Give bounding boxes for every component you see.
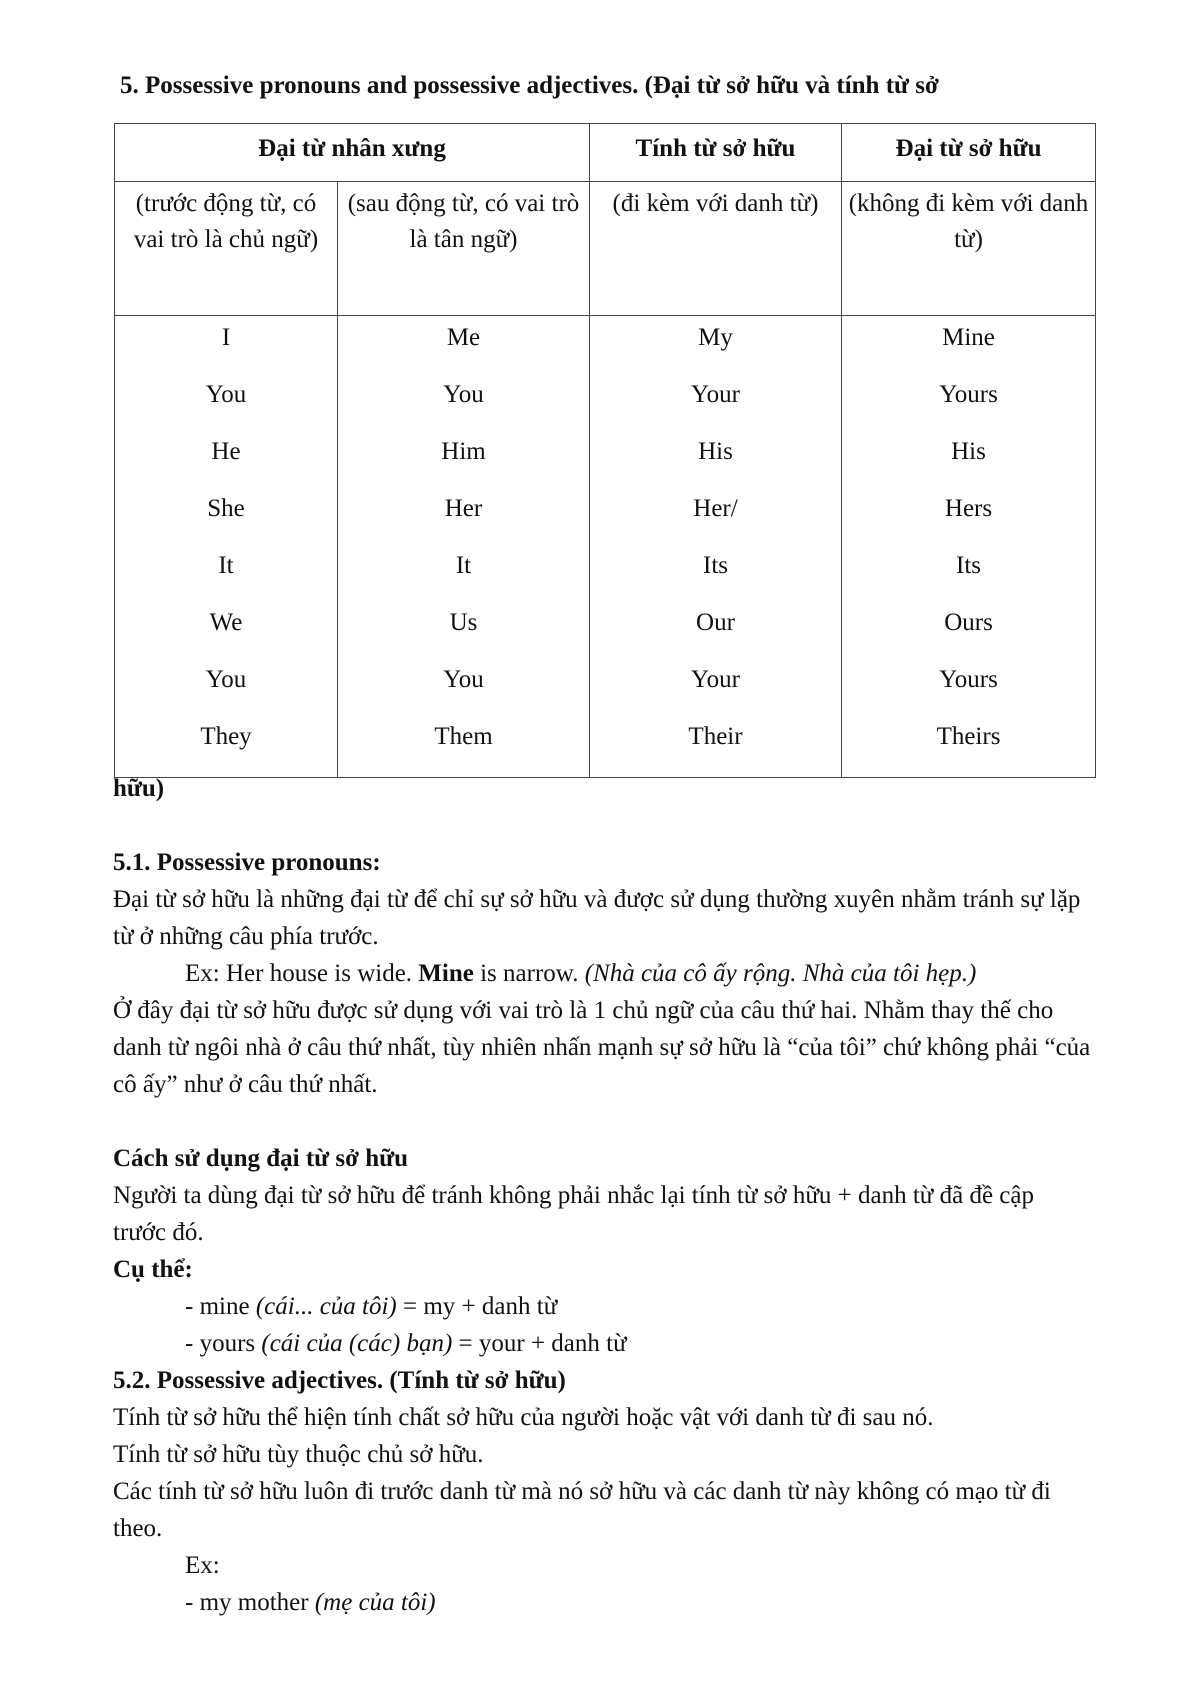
table-cell: Her [444,495,483,522]
subheader-subject: (trước động từ, có vai trò là chủ ngữ) [115,182,338,316]
section-heading: 5. Possessive pronouns and possessive adjectives. (Đại từ sở hữu và tính từ sở [120,72,939,99]
section-5-2-paragraph-2: Tính từ sở hữu tùy thuộc chủ sở hữu. [113,1441,484,1468]
table-cell: His [698,438,733,465]
table-cell: Them [434,723,493,750]
table-subheader-row [115,182,1096,316]
usage-item-yours: - yours (cái của (các) bạn) = your + danh từ [185,1330,627,1357]
subheader-with-noun: (đi kèm với danh từ) [590,182,842,316]
table-cell: Your [691,666,740,693]
table-cell: Her/ [693,495,738,522]
possessive-adjective-column [590,316,842,778]
object-pronoun-column [338,316,590,778]
table-cell: Theirs [936,723,1001,750]
usage-paragraph: Người ta dùng đại từ sở hữu để tránh không phải nhắc lại tính từ sở hữu + danh từ đã đề cập trước đó. [113,1182,1034,1246]
table-cell: He [211,438,241,465]
table-cell: You [443,381,484,408]
subheader-without-noun: (không đi kèm với danh từ) [842,182,1096,316]
table-cell: Ours [944,609,993,636]
table-cell: Their [688,723,743,750]
table-cell: She [207,495,245,522]
table-cell: His [951,438,986,465]
usage-item-mine: - mine (cái... của tôi) = my + danh từ [185,1293,558,1320]
table-cell: They [200,723,252,750]
table-cell: Your [691,381,740,408]
subject-pronoun-column [115,316,338,778]
section-5-2-example-label: Ex: [185,1552,220,1579]
table-cell: It [455,552,472,579]
table-cell: We [209,609,243,636]
header-personal-pronouns: Đại từ nhân xưng [115,124,590,182]
document-body [113,770,1093,1621]
section-5-1-paragraph: Đại từ sở hữu là những đại từ để chỉ sự sở hữu và được sử dụng thường xuyên nhằm tránh sự lặp từ ở những câu phía trước. [113,886,1081,950]
table-cell: Him [441,438,486,465]
table-cell: Its [703,552,728,579]
section-5-2-paragraph-3: Các tính từ sở hữu luôn đi trước danh từ mà nó sở hữu và các danh từ này không có mạo từ đi theo. [113,1478,1051,1542]
table-cell: Me [446,324,481,351]
section-5-2-example-item: - my mother (mẹ của tôi) [185,1589,436,1616]
section-5-1-title: 5.1. Possessive pronouns: [113,849,381,876]
table-cell: You [205,666,247,693]
section-5-1-example: Ex: Her house is wide. Mine is narrow. (Nhà của cô ấy rộng. Nhà của tôi hẹp.) [185,960,977,987]
section-5-1-explanation: Ở đây đại từ sở hữu được sử dụng với vai trò là 1 chủ ngữ của câu thứ hai. Nhằm thay thế cho danh từ ngôi nhà ở câu thứ nhất, tùy nhiên nhấn mạnh sự sở hữu là “của tôi” chứ không phải “của cô ấy” như ở câu thứ nhất. [113,997,1091,1098]
table-cell: Hers [944,495,993,522]
table-cell: My [698,324,733,351]
section-5-2-title: 5.2. Possessive adjectives. (Tính từ sở hữu) [113,1367,566,1394]
table-cell: Yours [939,381,998,408]
usage-title: Cách sử dụng đại từ sở hữu [113,1145,409,1172]
table-cell: Our [696,609,735,636]
table-cell: Its [956,552,981,579]
table-header-row [115,124,1096,182]
table-cell: You [205,381,247,408]
heading-continuation: hữu) [113,775,165,802]
table-cell: I [221,324,231,351]
section-5-2-paragraph-1: Tính từ sở hữu thể hiện tính chất sở hữu của người hoặc vật với danh từ đi sau nó. [113,1404,934,1431]
header-possessive-adjectives: Tính từ sở hữu [590,124,842,182]
possessive-pronoun-column [842,316,1096,778]
subheader-object: (sau động từ, có vai trò là tân ngữ) [338,182,590,316]
table-cell: Mine [942,324,995,351]
table-cell: Yours [939,666,998,693]
table-body-row [115,316,1096,778]
pronoun-table [114,123,1096,778]
table-cell: Us [449,609,478,636]
header-possessive-pronouns: Đại từ sở hữu [842,124,1096,182]
table-cell: You [443,666,484,693]
usage-specific-label: Cụ thể: [113,1256,193,1283]
table-cell: It [218,552,234,579]
